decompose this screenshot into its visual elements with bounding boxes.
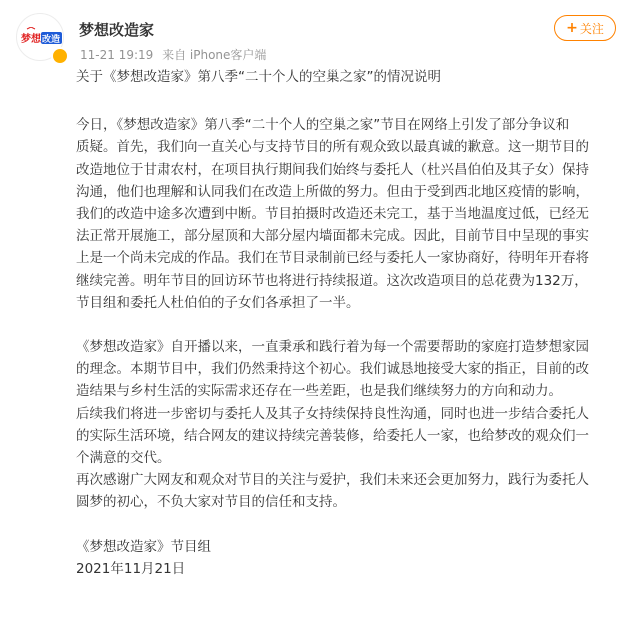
follow-button-label: 关注	[579, 21, 604, 36]
account-name[interactable]: 梦想改造家	[79, 21, 155, 39]
signature: 《梦想改造家》节目组	[76, 538, 211, 555]
paragraph-line: 法正常开展施工，部分屋顶和大部分屋内墙面都未完成。因此，目前节目中呈现的事实	[76, 228, 589, 245]
post-content	[76, 66, 613, 580]
paragraph-gap	[76, 514, 613, 536]
paragraph-line: 圆梦的初心，不负大家对节目的信任和支持。	[76, 494, 346, 511]
paragraph-line: 的理念。本期节目中，我们仍然秉持这个初心。我们诚恳地接受大家的指正，目前的改	[76, 361, 589, 378]
paragraph-line: 个满意的交代。	[76, 450, 171, 467]
post-meta	[80, 46, 271, 63]
show-logo-icon	[19, 27, 63, 49]
paragraph-line: 沟通，他们也理解和认同我们在改造上所做的努力。但由于受到西北地区疫情的影响，	[76, 183, 589, 200]
svg-text:梦想: 梦想	[21, 34, 41, 45]
post-title: 关于《梦想改造家》第八季“二十个人的空巢之家”的情况说明	[76, 69, 441, 85]
paragraph-line: 节目组和委托人杜伯伯的子女们各承担了一半。	[76, 294, 360, 311]
post-source: 来自 iPhone客户端	[162, 48, 267, 62]
paragraph-line: 的实际生活环境，结合网友的建议持续完善装修，给委托人一家，也给梦改的观众们一	[76, 427, 589, 444]
svg-text:改造: 改造	[42, 35, 61, 45]
paragraph-line: 后续我们将进一步密切与委托人及其子女持续保持良性沟通，同时也进一步结合委托人	[76, 405, 589, 422]
paragraph-line: 《梦想改造家》自开播以来，一直秉承和践行着为每一个需要帮助的家庭打造梦想家园	[76, 339, 589, 356]
verified-badge-icon	[51, 47, 69, 65]
paragraph-line: 我们的改造中途多次遭到中断。节目拍摄时改造还未完工，基于当地温度过低，已经无	[76, 206, 589, 223]
avatar[interactable]	[16, 13, 64, 61]
paragraph-line: 再次感谢广大网友和观众对节目的关注与爱护，我们未来还会更加努力，践行为委托人	[76, 472, 589, 489]
paragraph-line: 继续完善。明年节目的回访环节也将进行持续报道。这次改造项目的总花费为132万，	[76, 272, 588, 289]
paragraph-gap	[76, 314, 613, 336]
paragraph-line: 上是一个尚未完成的作品。我们在节目录制前已经与委托人一家协商好，待明年开春将	[76, 250, 589, 267]
post-date: 2021年11月21日	[76, 560, 186, 577]
post-timestamp[interactable]: 11-21 19:19	[80, 48, 154, 62]
paragraph-line: 质疑。首先，我们向一直关心与支持节目的所有观众致以最真诚的歉意。这一期节目的	[76, 139, 589, 156]
plus-icon: +	[566, 20, 578, 36]
follow-button[interactable]	[554, 15, 616, 41]
paragraph-line: 今日，《梦想改造家》第八季“二十个人的空巢之家”节目在网络上引发了部分争议和	[76, 117, 570, 134]
paragraph-line: 造结果与乡村生活的实际需求还存在一些差距，也是我们继续努力的方向和动力。	[76, 383, 562, 400]
paragraph-line: 改造地位于甘肃农村，在项目执行期间我们始终与委托人（杜兴昌伯伯及其子女）保持	[76, 161, 589, 178]
